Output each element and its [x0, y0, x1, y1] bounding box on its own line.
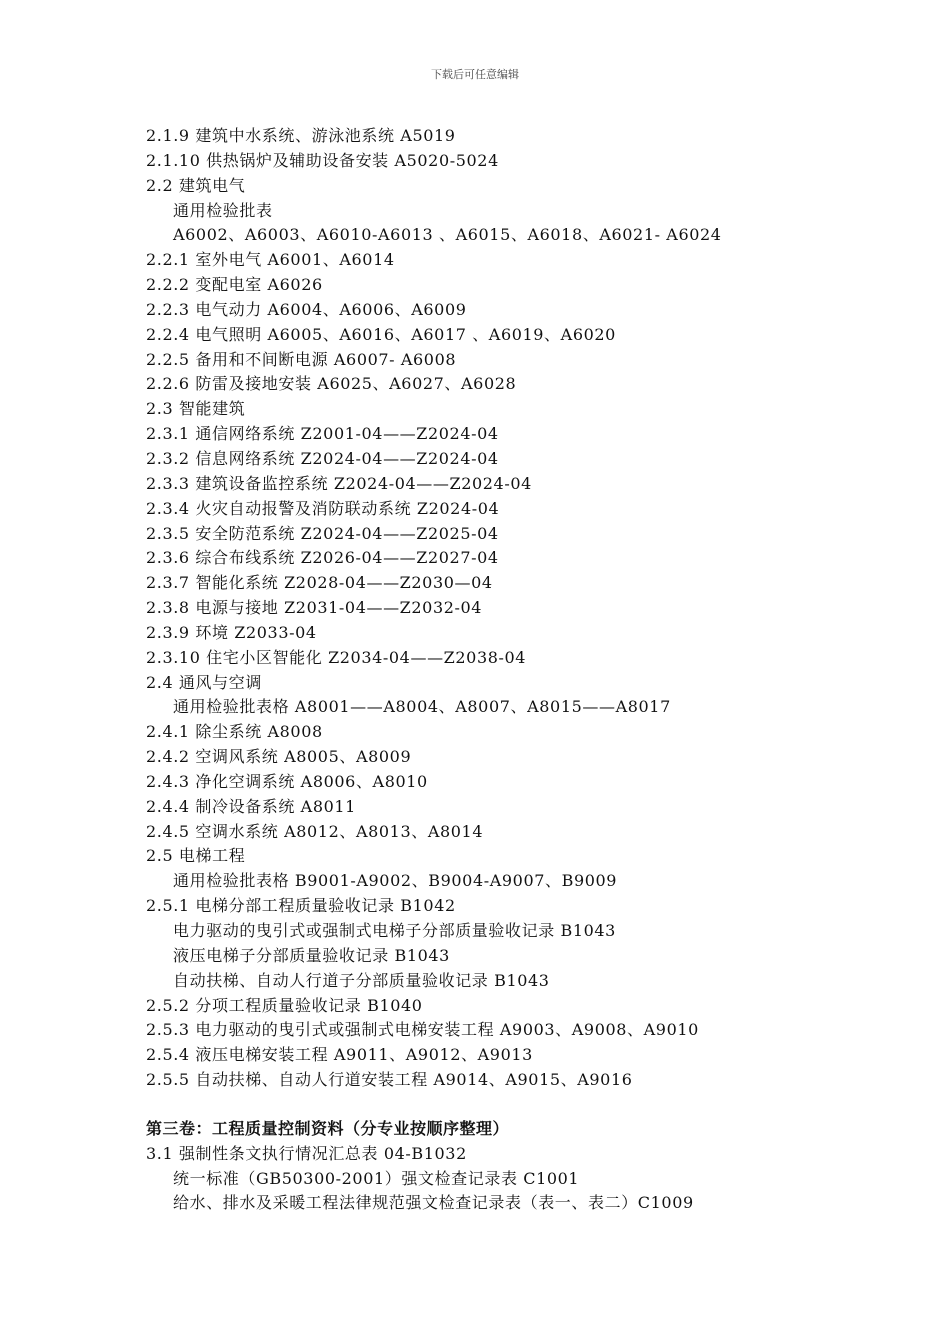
list-line: 2.5.5 自动扶梯、自动人行道安装工程 A9014、A9015、A9016 — [146, 1070, 633, 1090]
list-line: 2.1.10 供热锅炉及辅助设备安装 A5020-5024 — [146, 150, 499, 170]
document-body — [146, 124, 926, 1216]
list-line: 2.3.4 火灾自动报警及消防联动系统 Z2024-04 — [146, 498, 500, 518]
section-title: 2.2 建筑电气 — [146, 175, 246, 195]
list-line: 通用检验批表格 B9001-A9002、B9004-A9007、B9009 — [173, 871, 618, 891]
list-line: 2.5.2 分项工程质量验收记录 B1040 — [146, 995, 423, 1015]
list-line: 2.3.9 环境 Z2033-04 — [146, 622, 317, 642]
list-line: 2.4.5 空调水系统 A8012、A8013、A8014 — [146, 821, 484, 841]
section-title: 2.4 通风与空调 — [146, 672, 262, 692]
list-line: 电力驱动的曳引式或强制式电梯子分部质量验收记录 B1043 — [173, 921, 616, 940]
list-line: 2.2.6 防雷及接地安装 A6025、A6027、A6028 — [146, 374, 517, 394]
volume-heading: 第三卷：工程质量控制资料（分专业按顺序整理） — [146, 1118, 510, 1138]
list-line: 2.5.3 电力驱动的曳引式或强制式电梯安装工程 A9003、A9008、A9010 — [146, 1020, 699, 1040]
list-line: 2.3.7 智能化系统 Z2028-04——Z2030—04 — [146, 573, 493, 593]
list-line: 2.4.2 空调风系统 A8005、A8009 — [146, 747, 412, 767]
list-line: 自动扶梯、自动人行道子分部质量验收记录 B1043 — [173, 970, 550, 990]
list-line: 2.3.10 住宅小区智能化 Z2034-04——Z2038-04 — [146, 647, 527, 667]
list-line: 统一标准（GB50300-2001）强文检查记录表 C1001 — [173, 1168, 580, 1188]
list-line: 2.3.5 安全防范系统 Z2024-04——Z2025-04 — [146, 523, 499, 543]
list-line: 通用检验批表格 A8001——A8004、A8007、A8015——A8017 — [173, 697, 671, 717]
section-title: 2.5 电梯工程 — [146, 846, 246, 866]
list-line: 2.2.3 电气动力 A6004、A6006、A6009 — [146, 299, 467, 319]
page-header: 下载后可任意编辑 — [431, 68, 519, 81]
list-line: A6002、A6003、A6010-A6013 、A6015、A6018、A6021- A6024 — [173, 225, 722, 245]
list-line: 2.3.3 建筑设备监控系统 Z2024-04——Z2024-04 — [146, 473, 532, 493]
list-line: 2.5.1 电梯分部工程质量验收记录 B1042 — [146, 896, 456, 916]
list-line: 通用检验批表 — [173, 200, 273, 220]
list-line: 2.3.2 信息网络系统 Z2024-04——Z2024-04 — [146, 448, 499, 468]
list-line: 2.4.3 净化空调系统 A8006、A8010 — [146, 771, 428, 791]
list-line: 2.3.6 综合布线系统 Z2026-04——Z2027-04 — [146, 548, 499, 568]
list-line: 给水、排水及采暖工程法律规范强文检查记录表（表一、表二）C1009 — [173, 1193, 694, 1213]
list-line: 2.1.9 建筑中水系统、游泳池系统 A5019 — [146, 126, 456, 145]
list-line: 2.3.1 通信网络系统 Z2001-04——Z2024-04 — [146, 424, 499, 444]
list-line: 2.2.1 室外电气 A6001、A6014 — [146, 250, 395, 270]
list-line: 液压电梯子分部质量验收记录 B1043 — [173, 945, 450, 965]
list-line: 2.2.4 电气照明 A6005、A6016、A6017 、A6019、A6020 — [146, 324, 616, 344]
list-line: 3.1 强制性条文执行情况汇总表 04-B1032 — [146, 1143, 467, 1163]
list-line: 2.5.4 液压电梯安装工程 A9011、A9012、A9013 — [146, 1045, 533, 1065]
list-line: 2.3.8 电源与接地 Z2031-04——Z2032-04 — [146, 598, 483, 618]
list-line: 2.4.4 制冷设备系统 A8011 — [146, 796, 356, 816]
section-title: 2.3 智能建筑 — [146, 399, 246, 419]
list-line: 2.2.2 变配电室 A6026 — [146, 275, 323, 295]
list-line: 2.2.5 备用和不间断电源 A6007- A6008 — [146, 349, 457, 369]
list-line: 2.4.1 除尘系统 A8008 — [146, 722, 323, 742]
